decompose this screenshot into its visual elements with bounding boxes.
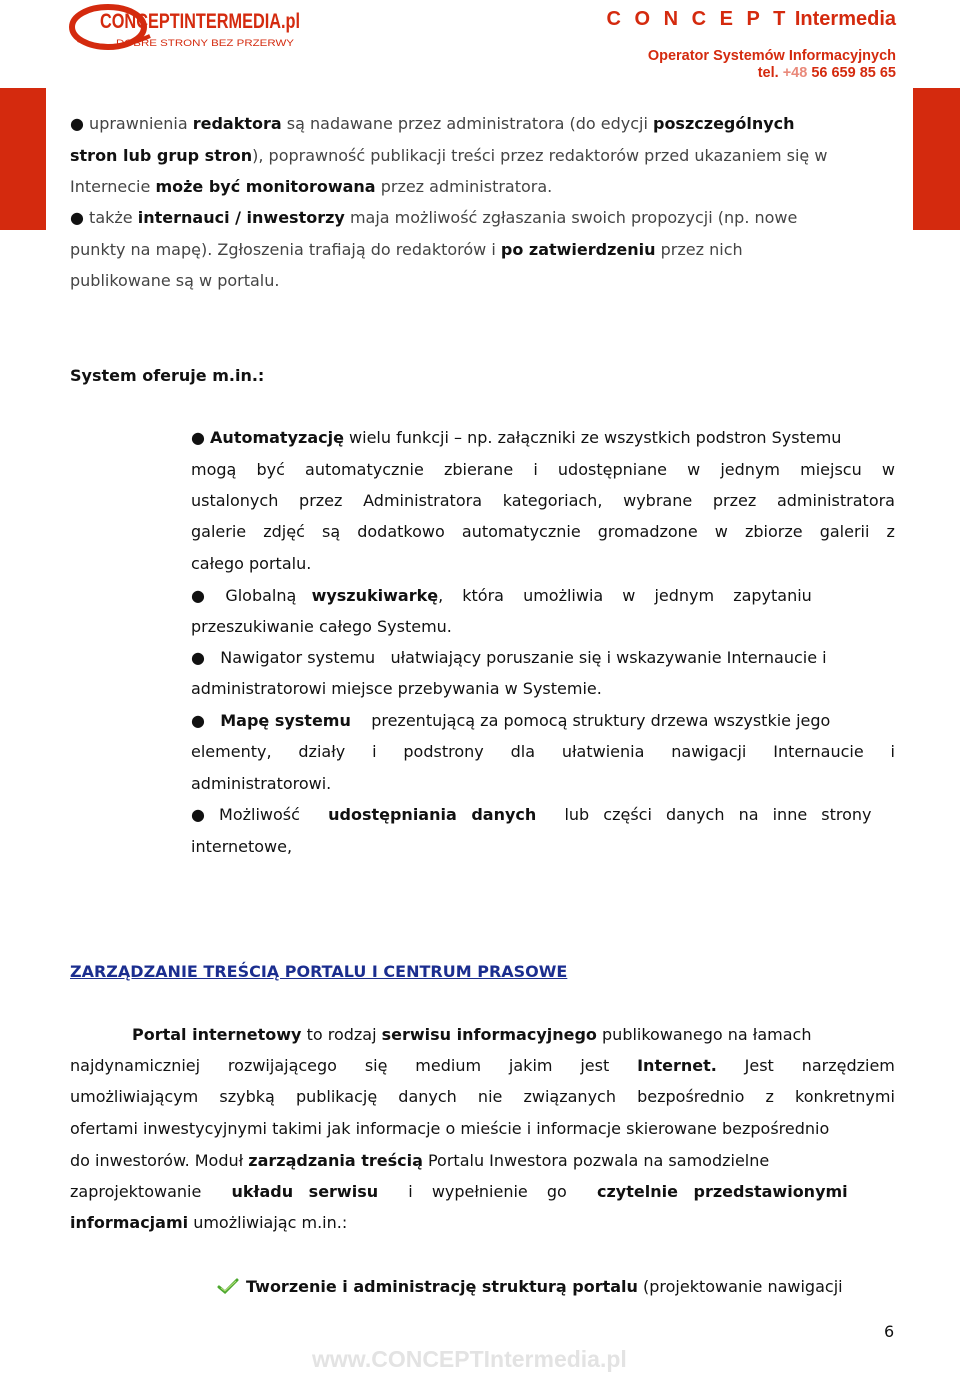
word: dla	[510, 742, 535, 761]
word: kategoriach,	[502, 491, 603, 510]
word: narzędziem	[801, 1056, 895, 1075]
word: wybrane	[623, 491, 693, 510]
intro-line-2: stron lub grup stron), poprawność publikacji treści przez redaktorów przed ukazaniem się w	[70, 146, 828, 165]
brand-rest: Intermedia	[789, 8, 896, 30]
word: w	[714, 522, 728, 541]
para-line-5: do inwestorów. Moduł zarządzania treścią Portalu Inwestora pozwala na samodzielne	[70, 1151, 770, 1170]
word: dodatkowo	[357, 522, 445, 541]
company-logo	[70, 4, 310, 50]
word: szybką	[219, 1087, 275, 1106]
word: elementy,	[191, 742, 272, 761]
word: i	[533, 460, 538, 479]
system-heading: System oferuje m.in.:	[70, 366, 265, 385]
word: się	[364, 1056, 388, 1075]
feature-1-line-2	[191, 460, 895, 480]
word: automatycznie	[461, 522, 581, 541]
feature-5-line-2: internetowe,	[191, 837, 293, 856]
feature-2-line-1: ● Globalną wyszukiwarkę, która umożliwia w jednym zapytaniu	[191, 586, 812, 605]
word: przez	[299, 491, 343, 510]
word: mogą	[191, 460, 237, 479]
feature-4-line-1: ● Mapę systemu prezentującą za pomocą struktury drzewa wszystkie jego	[191, 711, 831, 730]
word: bezpośrednio	[637, 1087, 745, 1106]
word: konkretnymi	[795, 1087, 895, 1106]
checklist-item: Tworzenie i administrację strukturą portalu (projektowanie nawigacji	[246, 1277, 843, 1296]
word: podstrony	[403, 742, 484, 761]
intro-line-3: Internecie może być monitorowana przez administratora.	[70, 177, 553, 196]
word: udostępniane	[557, 460, 667, 479]
logo-tagline: DOBRE STRONY BEZ PRZERWY	[116, 38, 294, 48]
header-phone	[758, 65, 896, 81]
tel-number: 56 659 85 65	[807, 65, 896, 81]
para-line-6: zaprojektowanie układu serwisu i wypełnienie go czytelnie przedstawionymi	[70, 1182, 848, 1201]
word: gromadzone	[597, 522, 698, 541]
word: administratora	[776, 491, 895, 510]
word: automatycznie	[305, 460, 424, 479]
word: są	[321, 522, 341, 541]
feature-2-line-2: przeszukiwanie całego Systemu.	[191, 617, 452, 636]
intro-line-6: publikowane są w portalu.	[70, 271, 280, 290]
intro-line-4: ● także internauci / inwestorzy maja możliwość zgłaszania swoich propozycji (np. nowe	[70, 208, 798, 227]
feature-4-line-2	[191, 742, 895, 762]
word: w	[687, 460, 701, 479]
para-line-2	[70, 1056, 895, 1076]
header-operator: Operator Systemów Informacyjnych	[647, 48, 896, 64]
word: nawigacji	[671, 742, 747, 761]
word: być	[256, 460, 285, 479]
word: najdynamiczniej	[70, 1056, 201, 1075]
word: związanych	[523, 1087, 616, 1106]
feature-4-line-3: administratorowi.	[191, 774, 332, 793]
word: danych	[398, 1087, 457, 1106]
page-number: 6	[884, 1322, 895, 1341]
feature-1-line-4	[191, 522, 895, 542]
feature-1-line-1: ● Automatyzację wielu funkcji – np. załączniki ze wszystkich podstron Systemu	[191, 428, 842, 447]
feature-5-line-1: ● Możliwość udostępniania danych lub części danych na inne strony	[191, 805, 872, 824]
word: i	[890, 742, 895, 761]
word: nie	[477, 1087, 503, 1106]
feature-3-line-1: ● Nawigator systemu ułatwiający poruszanie się i wskazywanie Internaucie i	[191, 648, 827, 667]
word: zdjęć	[263, 522, 305, 541]
word: umożliwiającym	[70, 1087, 199, 1106]
word: jakim	[508, 1056, 553, 1075]
word: z	[886, 522, 895, 541]
word: galerie	[191, 522, 247, 541]
word: Internet.	[637, 1056, 717, 1075]
word: Administratora	[363, 491, 482, 510]
para-line-4: ofertami inwestycyjnymi takimi jak informacje o mieście i informacje skierowane bezpośrednio	[70, 1119, 830, 1138]
checkmark-icon	[218, 1278, 238, 1294]
word: zbiorze	[744, 522, 803, 541]
intro-line-1: ● uprawnienia redaktora są nadawane przez administratora (do edycji poszczególnych	[70, 114, 795, 133]
right-red-bar	[913, 88, 960, 230]
word: zbierane	[443, 460, 514, 479]
word: i	[372, 742, 377, 761]
feature-3-line-2: administratorowi miejsce przebywania w Systemie.	[191, 679, 602, 698]
word: miejscu	[800, 460, 862, 479]
word: publikację	[295, 1087, 378, 1106]
intro-line-5: punkty na mapę). Zgłoszenia trafiają do redaktorów i po zatwierdzeniu przez nich	[70, 240, 743, 259]
tel-prefix: tel.	[757, 65, 783, 81]
word: ułatwienia	[561, 742, 645, 761]
word: Jest	[744, 1056, 774, 1075]
word: medium	[415, 1056, 482, 1075]
word: jednym	[720, 460, 780, 479]
word: w	[881, 460, 895, 479]
word: jest	[580, 1056, 610, 1075]
word: galerii	[819, 522, 870, 541]
left-red-bar	[0, 88, 46, 230]
word: z	[765, 1087, 774, 1106]
word: rozwijającego	[227, 1056, 337, 1075]
tel-plus: +48	[782, 65, 808, 81]
para-line-7: informacjami umożliwiając m.in.:	[70, 1213, 348, 1232]
header-brand	[607, 8, 896, 31]
section-heading: ZARZĄDZANIE TREŚCIĄ PORTALU I CENTRUM PRASOWE	[70, 962, 568, 981]
footer-url: www.CONCEPTIntermedia.pl	[312, 1346, 627, 1372]
word: działy	[298, 742, 346, 761]
feature-1-line-3	[191, 491, 895, 511]
word: Internaucie	[773, 742, 864, 761]
word: ustalonych	[191, 491, 279, 510]
para-line-1: Portal internetowy to rodzaj serwisu informacyjnego publikowanego na łamach	[132, 1025, 812, 1044]
brand-spaced: C O N C E P T	[606, 8, 790, 30]
feature-1-line-5: całego portalu.	[191, 554, 312, 573]
logo-text: CONCEPTINTERMEDIA.pl	[100, 10, 300, 33]
para-line-3	[70, 1087, 895, 1107]
word: przez	[712, 491, 757, 510]
